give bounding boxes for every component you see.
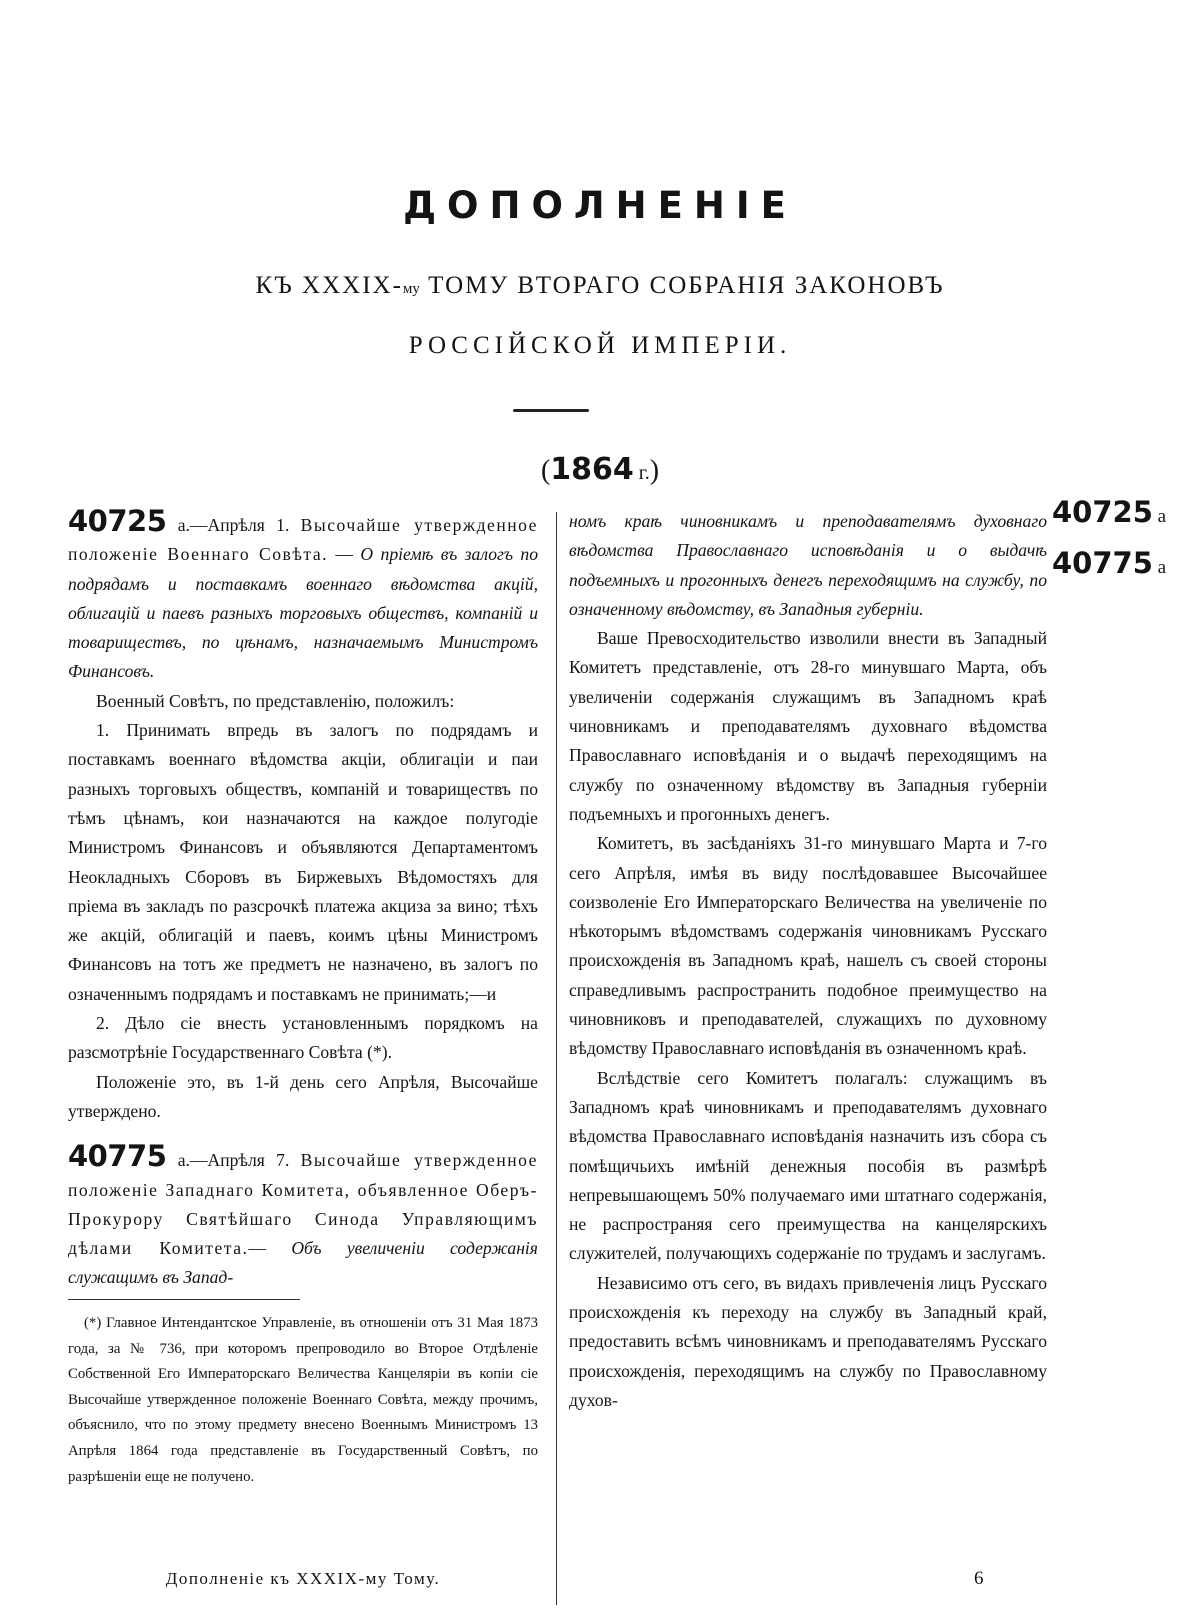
margin-reference [1052, 546, 1166, 585]
subtitle-volume-a: КЪ XXXIX- [255, 272, 403, 299]
entry-decree-title: Высочайше утвержденное положеніе Западнаго Комитета, объявленное Оберъ-Прокурору Святѣйшаго Синода Управляющимъ дѣлами Комитета. [68, 1150, 538, 1259]
entry-40725-heading [68, 504, 538, 687]
entry-dash: — [328, 544, 361, 565]
year-suffix: г. [633, 462, 650, 484]
margin-reference-number: 40725 [1052, 495, 1153, 529]
running-footer: Дополненіе къ XXXIX-му Тому. [165, 1569, 441, 1588]
entry-dash: — [248, 1238, 292, 1259]
entry-number: 40725 [68, 504, 167, 538]
year-open-paren: ( [540, 455, 551, 486]
subtitle-empire: РОССІЙСКОЙ ИМПЕРІИ. [408, 332, 792, 359]
paragraph: 2. Дѣло сіе внесть установленнымъ порядкомъ на разсмотрѣніе Государственнаго Совѣта (*). [68, 1013, 538, 1063]
entry-40775-heading [68, 1139, 538, 1292]
footnote: (*) Главное Интендантское Управленіе, въ отношеніи отъ 31 Мая 1873 года, за № 736, при которомъ препроводило во Второе Отдѣленіе Собственной Его Императорскаго Величества Канцеляріи въ копіи сіе Высочайше утвержденное положеніе Военнаго Совѣта, между прочимъ, объяснило, что по этому предмету внесено Военнымъ Министромъ 13 Апрѣля 1864 года представленіе въ Государственный Совѣтъ, по разрѣшеніи еще не получено. [68, 1315, 538, 1485]
paragraph: Вслѣдствіе сего Комитетъ полагалъ: служащимъ въ Западномъ краѣ чиновникамъ и преподавателямъ духовнаго вѣдомства Православнаго исповѣданія назначить изъ сбора съ помѣщичьихъ имѣній денежныя пособія въ размѣрѣ непревышающемъ 50% получаемаго ими штатнаго содержанія, не распространяя сего преимущества на канцелярскихъ служителей, получающихъ содержаніе по трудамъ и заслугамъ. [569, 1067, 1047, 1264]
year-close-paren: ) [649, 455, 660, 486]
entry-date: а.—Апрѣля 7. [166, 1150, 301, 1171]
subtitle-volume [0, 270, 1200, 305]
subtitle-volume-small: му [402, 281, 420, 297]
margin-reference [1052, 495, 1166, 534]
entry-decree-title: Высочайше утвержденное положеніе Военнаго Совѣта. [68, 515, 538, 565]
margin-reference-number: 40775 [1052, 546, 1153, 580]
title-ornament-rule [513, 409, 589, 412]
year-heading [0, 452, 1200, 491]
right-column [569, 507, 1047, 1415]
paragraph: Ваше Превосходительство изволили внести въ Западный Комитетъ представленіе, отъ 28-го минувшаго Марта, объ увеличеніи содержанія служащимъ въ Западномъ краѣ чиновникамъ и преподавателямъ духовнаго вѣдомства Православнаго исповѣданія и о выдачѣ переходящимъ на службу по означенному вѣдомству въ Западныя губерніи подъемныхъ и прогонныхъ денегъ. [569, 628, 1047, 824]
entry-number: 40775 [68, 1139, 167, 1174]
entry-subject-continued: номъ краѣ чиновникамъ и преподавателямъ духовнаго вѣдомства Православнаго исповѣданія и о выдачѣ подъемныхъ и прогонныхъ денегъ переходящимъ на службу, по означенному вѣдомству, въ Западныя губерніи. [569, 511, 1047, 619]
footnote-rule [68, 1299, 300, 1300]
paragraph: Комитетъ, въ засѣданіяхъ 31-го минувшаго Марта и 7-го сего Апрѣля, имѣя въ виду послѣдовавшее Высочайшее соизволеніе Его Императорскаго Величества на увеличеніе по нѣкоторымъ вѣдомствамъ содержанія чиновникамъ Русскаго происхожденія въ Западномъ краѣ, нашелъ съ своей стороны справедливымъ распространить подобное преимущество на чиновниковъ и преподавателей, служащихъ по духовному вѣдомству Православнаго исповѣданія въ означенномъ краѣ. [569, 833, 1047, 1059]
entry-subject: Объ увеличеніи содержанія служащимъ въ Запад- [68, 1238, 538, 1288]
page-number: 6 [974, 1568, 984, 1589]
paragraph: Военный Совѣтъ, по представленію, положилъ: [96, 690, 455, 711]
margin-reference-suffix: а [1152, 506, 1167, 527]
page-title: ДОПОЛНЕНІЕ [403, 184, 797, 227]
entry-date: а.—Апрѣля 1. [166, 515, 301, 535]
entry-subject: О пріемѣ въ залогъ по подрядамъ и поставкамъ военнаго вѣдомства акцій, облигацій и паевъ разныхъ торговыхъ обществъ, компаній и товариществъ, по цѣнамъ, назначаемымъ Министромъ Финансовъ. [68, 544, 538, 682]
left-column [68, 504, 538, 1293]
subtitle-volume-b: ТОМУ ВТОРАГО СОБРАНІЯ ЗАКОНОВЪ [419, 272, 945, 299]
paragraph: Положеніе это, въ 1-й день сего Апрѣля, Высочайше утверждено. [68, 1071, 538, 1121]
margin-reference-suffix: а [1152, 557, 1167, 578]
paragraph: 1. Принимать впредь въ залогъ по подрядамъ и поставкамъ военнаго вѣдомства акціи, облигаціи и паи разныхъ торговыхъ обществъ, компаній и товариществъ по тѣмъ цѣнамъ, кои назначаются на каждое полугодіе Министромъ Финансовъ и объявляются Департаментомъ Неокладныхъ Сборовъ въ Биржевыхъ Вѣдомостяхъ для пріема въ закладъ по разсрочкѣ платежа акциза за вино; тѣхъ же акцій, облигацій и паевъ, коимъ цѣны Министромъ Финансовъ на тотъ же предметъ не назначено, въ залогъ по означеннымъ подрядамъ и поставкамъ не принимать;—и [68, 720, 538, 1004]
column-divider [556, 512, 557, 1605]
year-number: 1864 [550, 452, 634, 487]
paragraph: Независимо отъ сего, въ видахъ привлеченія лицъ Русскаго происхожденія къ переходу на службу въ Западный край, предоставить всѣмъ чиновникамъ и преподавателямъ Русскаго происхожденія, переходящимъ на службу по Православному духов- [569, 1272, 1047, 1410]
